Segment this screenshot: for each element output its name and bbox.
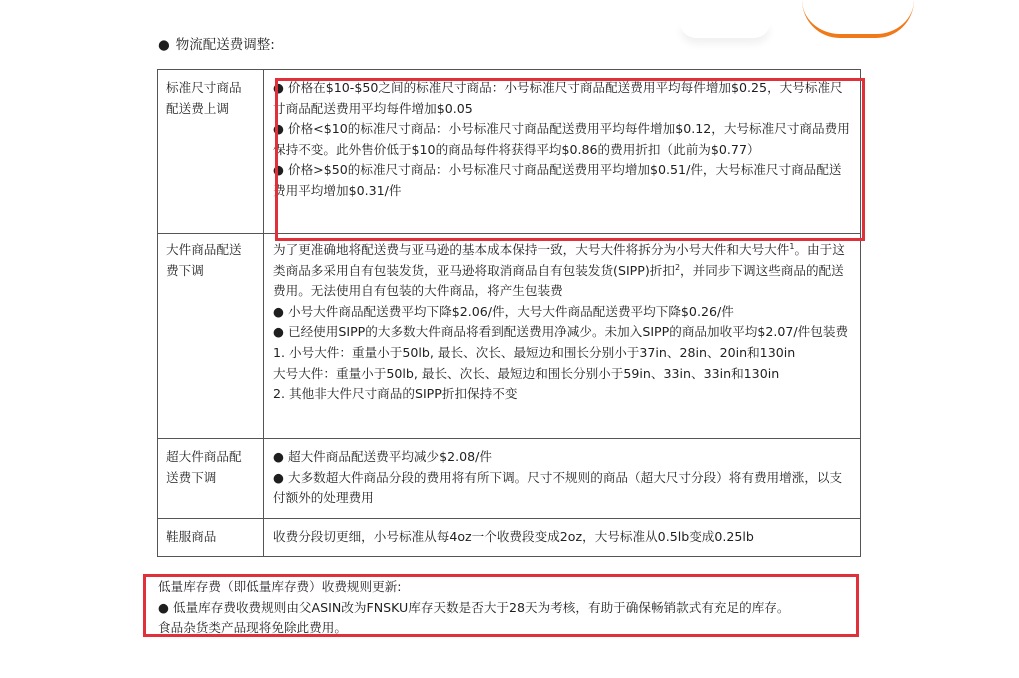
list-item: ● 小号大件商品配送费平均下降$2.06/件，大号大件商品配送费平均下降$0.26/件	[273, 303, 734, 319]
list-item: ● 价格在$10-$50之间的标准尺寸商品：小号标准尺寸商品配送费用平均每件增加$0.25，大号标准尺寸商品配送费用平均每件增加$0.05	[273, 80, 843, 116]
intro-text: 为了更准确地将配送费与亚马逊的基本成本保持一致，大号大件将拆分为小号大件和大号大件	[273, 242, 790, 257]
low-inventory-fee-note	[158, 577, 790, 639]
list-item: ● 已经使用SIPP的大多数大件商品将看到配送费用净减少。未加入SIPP的商品加收平均$2.07/件包装费	[273, 324, 849, 340]
section-heading	[158, 35, 275, 55]
list-item: ● 价格<$10的标准尺寸商品：小号标准尺寸商品配送费用平均每件增加$0.12，大号标准尺寸商品费用保持不变。此外售价低于$10的商品每件将获得平均$0.86的费用折扣（此前为$0.77）	[273, 121, 850, 157]
note-line: ● 低量库存费收费规则由父ASIN改为FNSKU库存天数是否大于28天为考核，有助于确保畅销款式有充足的库存。	[158, 599, 790, 615]
table-row	[158, 70, 861, 234]
table-row	[158, 519, 861, 557]
bullet-icon: ●	[158, 37, 170, 53]
row-label: 超大件商品配送费下调	[158, 439, 264, 519]
table-row	[158, 234, 861, 439]
list-item: ● 大多数超大件商品分段的费用将有所下调。尺寸不规则的商品（超大尺寸分段）将有费用增涨，以支付额外的处理费用	[273, 469, 843, 506]
list-item: 收费分段切更细，小号标准从每4oz一个收费段变成2oz，大号标准从0.5lb变成0.25lb	[273, 529, 754, 545]
footnote-line: 大号大件：重量小于50lb, 最长、次长、最短边和围长分别小于59in、33in、33in和130in	[273, 365, 780, 381]
row-content	[264, 234, 861, 439]
list-item: ● 超大件商品配送费平均减少$2.08/件	[273, 449, 493, 464]
note-line: 食品杂货类产品现将免除此费用。	[158, 620, 347, 635]
row-content	[264, 70, 861, 234]
footnote-mark: 2	[674, 262, 681, 272]
note-title: 低量库存费（即低量库存费）收费规则更新:	[158, 579, 402, 594]
intro-text: 。由于这类商品多采用自有包装发货，亚马逊将取消商品自有包装发货(SIPP)折扣	[273, 242, 845, 278]
footnote-line: 2. 其他非大件尺寸商品的SIPP折扣保持不变	[273, 386, 518, 402]
fee-adjustment-table	[157, 69, 861, 557]
table-row	[158, 439, 861, 519]
list-item: ● 价格>$50的标准尺寸商品：小号标准尺寸商品配送费用平均增加$0.51/件，大号标准尺寸商品配送费用平均增加$0.31/件	[273, 162, 842, 198]
row-label: 标准尺寸商品配送费上调	[158, 70, 264, 234]
row-label: 大件商品配送费下调	[158, 234, 264, 439]
row-content	[264, 439, 861, 519]
footnote-mark: 1	[789, 241, 795, 251]
footnote-line: 1. 小号大件：重量小于50lb, 最长、次长、最短边和围长分别小于37in、28in、20in和130in	[273, 344, 796, 360]
decorative-orange-curve	[802, 0, 914, 38]
row-content	[264, 519, 861, 557]
decorative-shadow	[680, 22, 770, 38]
intro-text: ，并同步下调这些商品的配送费用。无法使用自有包装的大件商品，将产生包装费	[273, 262, 844, 299]
row-label: 鞋服商品	[158, 519, 264, 557]
heading-text: 物流配送费调整:	[175, 37, 275, 53]
intro-paragraph	[273, 240, 852, 302]
